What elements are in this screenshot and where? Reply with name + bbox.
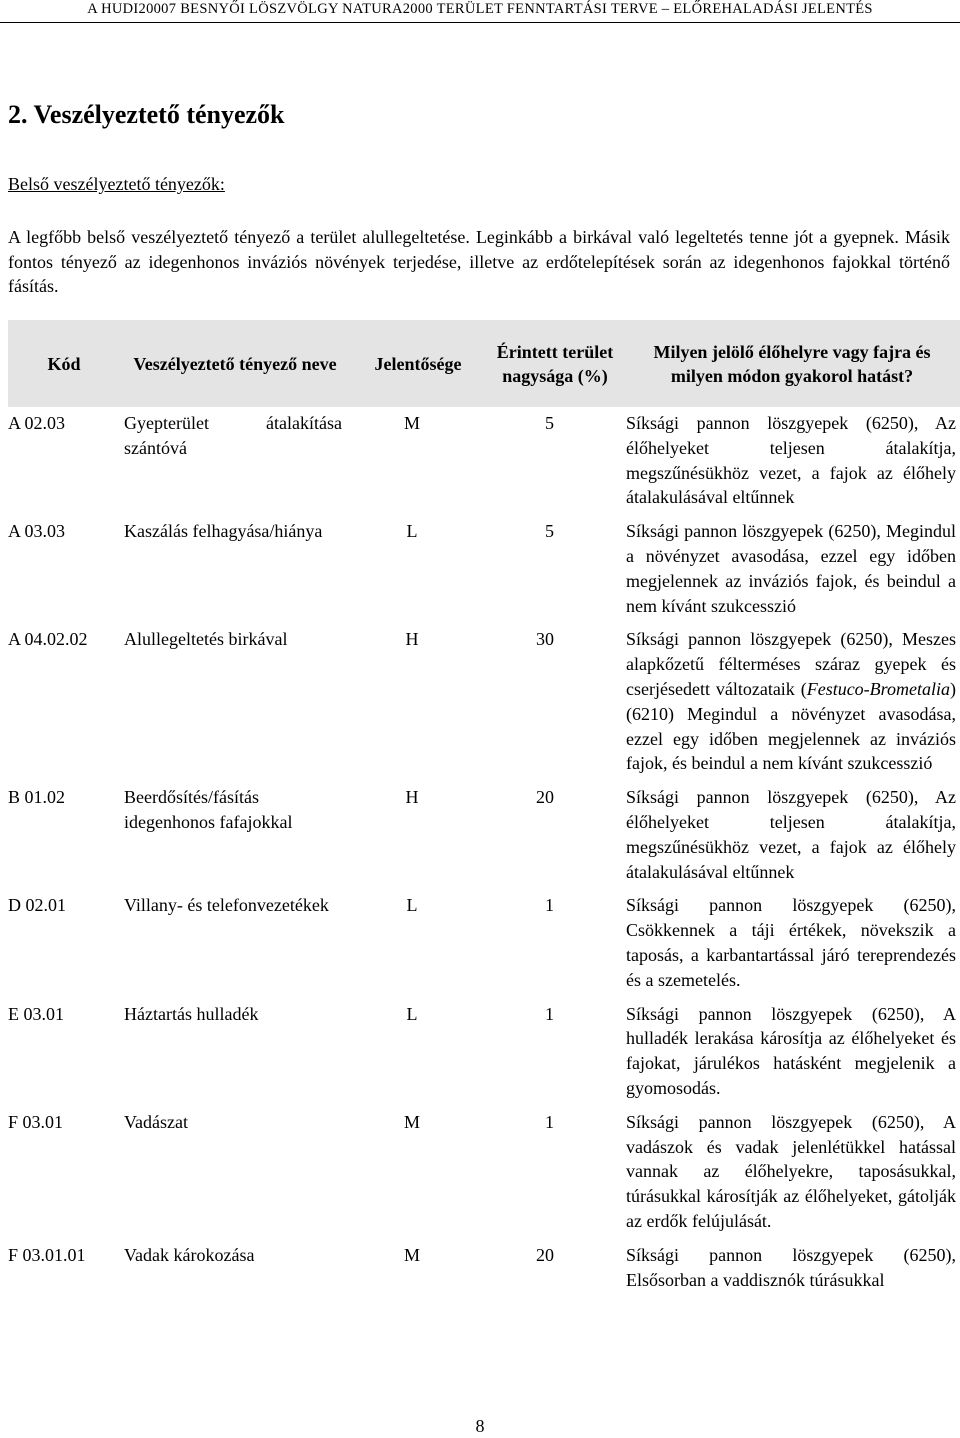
cell-area: 5 — [545, 413, 554, 433]
table-row — [8, 407, 960, 519]
table-row — [8, 785, 960, 893]
cell-name: Alullegeltetés birkával — [124, 629, 288, 650]
table-row — [8, 1243, 960, 1293]
cell-area: 1 — [545, 895, 554, 916]
threats-table — [8, 320, 960, 1292]
cell-significance: M — [403, 1244, 420, 1265]
cell-significance: H — [405, 787, 419, 808]
effect-text-italic: Festuco-Brometalia — [806, 678, 950, 699]
cell-effect: Síksági pannon löszgyepek (6250), A hulladék lerakása károsítja az élőhelyeket és fajokat, járulékos hatásként megjelenik a gyomosodás. — [626, 1003, 956, 1098]
cell-code: F 03.01 — [8, 1111, 64, 1132]
cell-name: Beerdősítés/fásítás idegenhonos fafajokkal — [124, 787, 293, 832]
page-header — [0, 0, 960, 18]
cell-code: A 04.02.02 — [8, 629, 88, 650]
effect-text-post: ) (6210) Megindul a növényzet avasodása, ezzel egy időben megjelennek az inváziós fajok, és beindul a nem kívánt szukcesszió — [626, 678, 956, 774]
header-code: Kód — [8, 320, 120, 407]
cell-significance: M — [403, 1111, 420, 1132]
table-header-row — [8, 320, 960, 407]
cell-area: 20 — [536, 787, 554, 808]
cell-code: A 02.03 — [8, 413, 66, 433]
cell-effect: Síksági pannon löszgyepek (6250), Az élőhelyeket teljesen átalakítja, megszűnésükhöz vezet, a fajok az élőhely átalakulásával eltűnnek — [626, 787, 956, 882]
cell-significance: M — [403, 413, 420, 433]
cell-name: Vadak károkozása — [124, 1244, 255, 1265]
cell-name: Vadászat — [124, 1111, 188, 1132]
header-area: Érintett terület nagysága (%) — [486, 320, 624, 407]
header-effect: Milyen jelölő élőhelyre vagy fajra és milyen módon gyakorol hatást? — [624, 320, 960, 407]
page-number: 8 — [475, 1416, 485, 1436]
table-row — [8, 627, 960, 785]
effect-text-pre: Síksági pannon löszgyepek (6250), Meszes alapkőzetű félterméses száraz gyepek és cserjésedett változataik ( — [626, 629, 956, 699]
cell-area: 1 — [545, 1003, 554, 1024]
cell-name: Gyepterület átalakítása szántóvá — [124, 413, 342, 458]
cell-code: E 03.01 — [8, 1003, 64, 1024]
section-title: 2. Veszélyeztető tényezők — [8, 100, 285, 129]
cell-code: A 03.03 — [8, 521, 66, 542]
table-row — [8, 1110, 960, 1243]
cell-code: D 02.01 — [8, 895, 66, 916]
cell-significance: L — [406, 521, 418, 542]
cell-code: B 01.02 — [8, 787, 66, 808]
cell-effect: Síksági pannon löszgyepek (6250), Csökkennek a táji értékek, növekszik a taposás, a karbantartással járó tereprendezés és a szemetelés. — [626, 895, 956, 990]
table-row — [8, 519, 960, 627]
cell-effect: Síksági pannon löszgyepek (6250), A vadászok és vadak jelenlétükkel hatással vannak az élőhelyekre, taposásukkal, túrásukkal károsítják az élőhelyeket, gátolják az erdők felújulását. — [626, 1111, 956, 1231]
intro-paragraph: A legfőbb belső veszélyeztető tényező a terület alullegeltetése. Leginkább a birkával való legeltetés tenne jót a gyepnek. Másik fontos tényező az idegenhonos inváziós növények terjedése, illetve az erdőtelepítések során az idegenhonos fajokkal történő fásítás. — [8, 227, 950, 296]
cell-area: 20 — [536, 1244, 554, 1265]
cell-significance: L — [406, 895, 418, 916]
subheading: Belső veszélyeztető tényezők: — [8, 174, 225, 194]
header-text: A HUDI20007 BESNYŐI LÖSZVÖLGY NATURA2000 TERÜLET FENNTARTÁSI TERVE – ELŐREHALADÁSI JELENTÉS — [87, 1, 873, 17]
cell-name: Villany- és telefonvezetékek — [124, 895, 329, 916]
cell-name: Háztartás hulladék — [124, 1003, 259, 1024]
cell-name: Kaszálás felhagyása/hiánya — [124, 521, 323, 542]
cell-area: 1 — [545, 1111, 554, 1132]
cell-effect: Síksági pannon löszgyepek (6250), Elsősorban a vaddisznók túrásukkal — [626, 1244, 956, 1290]
cell-effect — [624, 627, 960, 785]
threats-table-wrap — [8, 320, 960, 1292]
cell-area: 30 — [536, 629, 554, 650]
cell-significance: L — [406, 1003, 418, 1024]
header-name: Veszélyeztető tényező neve — [120, 320, 350, 407]
table-row — [8, 1002, 960, 1110]
header-rule — [0, 22, 960, 23]
cell-significance: H — [405, 629, 419, 650]
table-row — [8, 893, 960, 1001]
cell-effect: Síksági pannon löszgyepek (6250), Megindul a növényzet avasodása, ezzel egy időben megjelennek az inváziós fajok, és beindul a nem kívánt szukcesszió — [626, 521, 956, 616]
cell-effect: Síksági pannon löszgyepek (6250), Az élőhelyeket teljesen átalakítja, megszűnésükhöz vezet, a fajok az élőhely átalakulásával eltűnnek — [626, 413, 956, 508]
header-significance: Jelentősége — [350, 320, 486, 407]
cell-area: 5 — [545, 521, 554, 542]
cell-code: F 03.01.01 — [8, 1244, 86, 1265]
